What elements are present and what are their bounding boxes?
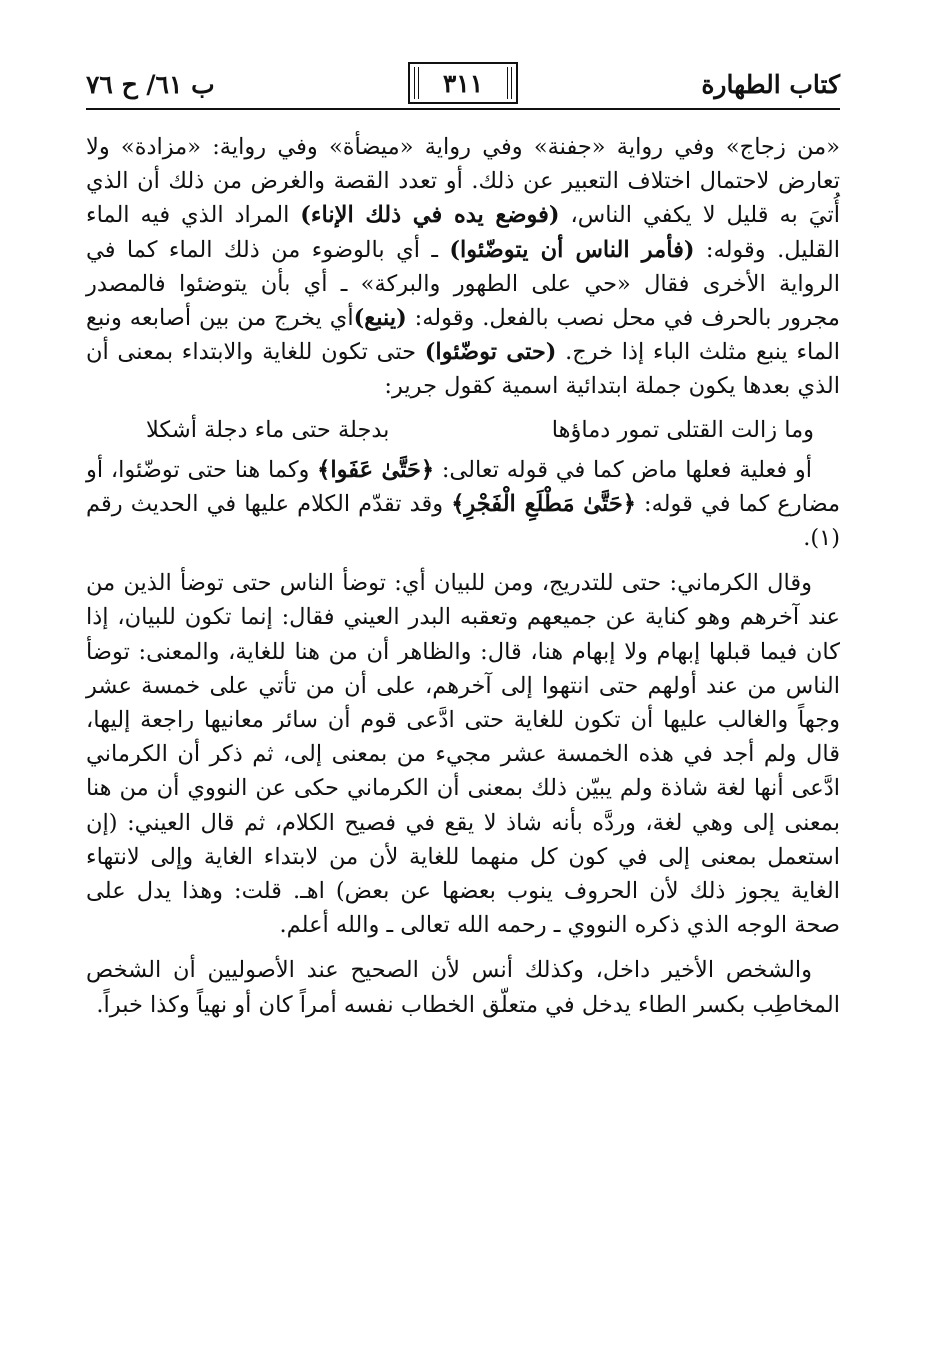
verse-first-hemistich: وما زالت القتلى تمور دماؤها [551, 416, 814, 443]
bold-phrase: (حتى توضّئوا) [424, 339, 557, 366]
text-run: حتى تكون للغاية والابتداء بمعنى أن الذي بعدها يكون جملة ابتدائية اسمية كقول جرير: [86, 339, 840, 400]
bold-phrase: (فأمر الناس أن يتوضّئوا) [449, 236, 695, 263]
text-run: وقد تقدّم الكلام عليها في الحديث رقم (١). [86, 490, 840, 552]
bold-phrase: (ينبع) [353, 305, 407, 332]
page-number: ٣١١ [442, 68, 484, 98]
text-run: أو فعلية فعلها ماض كما في قوله تعالى: [434, 456, 813, 483]
page-header [86, 62, 840, 106]
hadith-reference: ب ٦١/ ح ٧٦ [86, 70, 215, 99]
text-run: المراد الذي فيه الماء القليل. وقوله: [86, 202, 841, 263]
page-body [86, 130, 840, 1022]
bold-phrase: (فوضع يده في ذلك الإناء) [300, 202, 560, 229]
header-rule [86, 108, 840, 110]
paragraph-3 [86, 566, 840, 942]
paragraph-4 [86, 953, 840, 1021]
text-run: وقال الكرماني: حتى للتدريج، ومن للبيان أي: توضأ الناس حتى توضأ الذين من عند آخرهم وهو كناية عن جميعهم وتعقبه البدر العيني فقال: إنما تكون للبيان، إذا كان فيما قبلها إبهام ولا إبهام هنا، قال: والظاهر أن من هنا للغاية، والمعنى: توضأ الناس من عند أولهم حتى انتهوا إلى آخرهم، على أن من تأتي على خمسة عشر وجهاً والغالب عليها أن تكون للغاية حتى ادَّعى قوم أن سائر معانيها راجعة إليها، قال ولم أجد في هذه الخمسة عشر مجيء من بمعنى إلى، ثم ذكر أن الكرماني ادَّعى أنها لغة شاذة ولم يبيّن ذلك بمعنى أن الكرماني حكى عن النووي أن من هنا بمعنى إلى وهي لغة، وردَّه بأنه شاذ لا يقع في فصيح الكلام، ثم قال العيني: (إن استعمل بمعنى إلى في كون كل منهما للغاية لأن من لابتداء الغاية وإلى لانتهاء الغاية يجوز ذلك لأن الحروف ينوب بعضها عن بعض) اهـ. قلت: وهذا يدل على صحة الوجه الذي ذكره النووي ـ رحمه الله تعالى ـ والله أعلم. [86, 570, 840, 939]
bold-phrase: ﴿حَتَّىٰ عَفَوا﴾ [317, 456, 435, 483]
text-run: «من زجاج» وفي رواية «جفنة» وفي رواية «ميضأة» وفي رواية: «مزادة» ولا تعارض لاحتمال اختلاف التعبير عن ذلك. أو تعدد القصة والغرض من ذلك أن الذي أُتيَ به قليل لا يكفي الناس، [86, 134, 840, 229]
paragraph-2 [86, 453, 840, 556]
bold-phrase: ﴿حَتَّىٰ مَطْلَعِ الْفَجْرِ﴾ [451, 490, 636, 517]
text-run: والشخص الأخير داخل، وكذلك أنس لأن الصحيح عند الأصوليين أن الشخص المخاطِب بكسر الطاء يدخل في متعلّق الخطاب نفسه أمراً كان أو نهياً وكذا خبراً. [86, 957, 840, 1018]
paragraph-1 [86, 130, 840, 404]
verse-second-hemistich: بدجلة حتى ماء دجلة أشكلا [146, 416, 390, 443]
poetry-verse [146, 413, 814, 447]
text-run: ـ أي بالوضوء من ذلك الماء كما في الرواية الأخرى فقال «حي على الطهور والبركة» ـ أي بأن يتوضئوا فالمصدر مجرور بالحرف في محل نصب بالفعل. وقوله: [86, 236, 840, 332]
text-run: أي يخرج من بين أصابعه ونبع الماء ينبع مثلث الباء إذا خرج. [86, 305, 841, 366]
text-run: وكما هنا حتى توضّئوا، أو مضارع كما في قوله: [86, 456, 841, 517]
book-title: كتاب الطهارة [701, 70, 840, 99]
page-number-frame [408, 62, 518, 104]
